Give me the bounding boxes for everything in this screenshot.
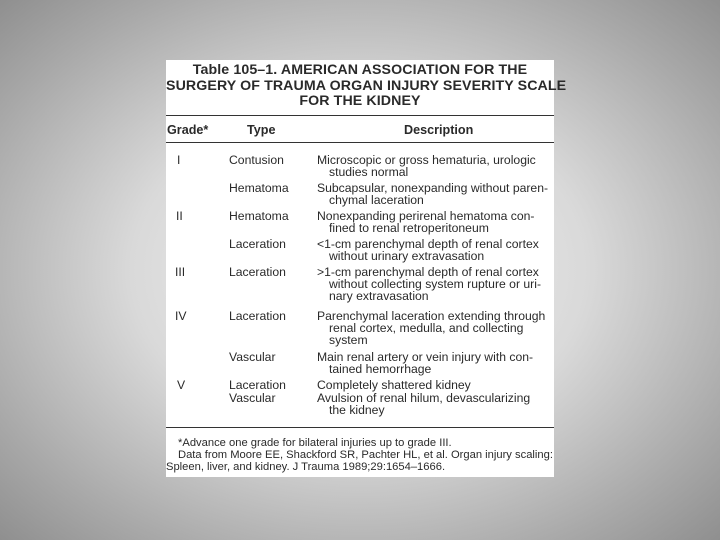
row-type: Vascular — [229, 391, 276, 405]
desc-line: Subcapsular, nonexpanding without paren- — [317, 181, 549, 195]
desc-line: <1-cm parenchymal depth of renal cortex — [317, 237, 539, 251]
row-grade: IV — [175, 309, 187, 323]
row-description — [317, 393, 553, 417]
row-description — [317, 183, 553, 207]
row-grade: III — [175, 265, 186, 279]
row-type: Hematoma — [229, 209, 289, 223]
header-grade: Grade* — [167, 123, 209, 137]
table-title — [166, 62, 567, 110]
row-type: Laceration — [229, 237, 286, 251]
title-line-3: FOR THE KIDNEY — [299, 93, 421, 109]
row-grade: I — [177, 153, 181, 167]
row-type: Laceration — [229, 378, 286, 392]
title-line-1: Table 105–1. AMERICAN ASSOCIATION FOR THE — [192, 62, 528, 78]
desc-line: tained hemorrhage — [329, 361, 432, 376]
desc-line: the kidney — [329, 402, 385, 417]
desc-line: Completely shattered kidney — [317, 378, 471, 392]
row-grade: II — [176, 209, 183, 223]
row-description — [317, 155, 553, 179]
row-description — [317, 211, 553, 235]
row-description — [317, 239, 553, 263]
footnote-line: *Advance one grade for bilateral injuries up to grade III. — [178, 437, 452, 449]
header-top-rule — [166, 115, 554, 116]
table-page — [166, 60, 567, 477]
row-description — [317, 352, 553, 376]
header-description: Description — [404, 123, 474, 137]
footnote-line: Data from Moore EE, Shackford SR, Pachter HL, et al. Organ injury scaling: — [178, 449, 553, 461]
row-type: Laceration — [229, 309, 286, 323]
desc-line: Parenchymal laceration extending through — [317, 309, 546, 323]
title-line-2: SURGERY OF TRAUMA ORGAN INJURY SEVERITY SCALE — [166, 77, 567, 94]
row-grade: V — [177, 378, 186, 392]
desc-line: studies normal — [329, 164, 409, 179]
row-description — [317, 311, 553, 346]
row-type: Hematoma — [229, 181, 289, 195]
row-type: Contusion — [229, 153, 284, 167]
desc-line: without collecting system rupture or uri- — [329, 276, 542, 291]
desc-line: system — [329, 332, 368, 347]
desc-line: Nonexpanding perirenal hematoma con- — [317, 209, 535, 223]
table-footnotes — [166, 437, 554, 473]
desc-line: Microscopic or gross hematuria, urologic — [317, 153, 536, 167]
desc-line: nary extravasation — [329, 288, 429, 303]
footnote-line: Spleen, liver, and kidney. J Trauma 1989;29:1654–1666. — [166, 461, 446, 473]
footer-rule — [166, 427, 554, 428]
desc-line: without urinary extravasation — [329, 248, 485, 263]
header-bottom-rule — [166, 142, 554, 143]
row-type: Vascular — [229, 350, 276, 364]
desc-line: chymal laceration — [329, 192, 424, 207]
desc-line: fined to renal retroperitoneum — [329, 220, 489, 235]
row-type: Laceration — [229, 265, 286, 279]
header-type: Type — [247, 123, 276, 137]
row-description — [317, 267, 553, 302]
desc-line: Avulsion of renal hilum, devascularizing — [317, 391, 531, 405]
desc-line: renal cortex, medulla, and collecting — [329, 320, 524, 335]
desc-line: >1-cm parenchymal depth of renal cortex — [317, 265, 539, 279]
desc-line: Main renal artery or vein injury with con- — [317, 350, 534, 364]
